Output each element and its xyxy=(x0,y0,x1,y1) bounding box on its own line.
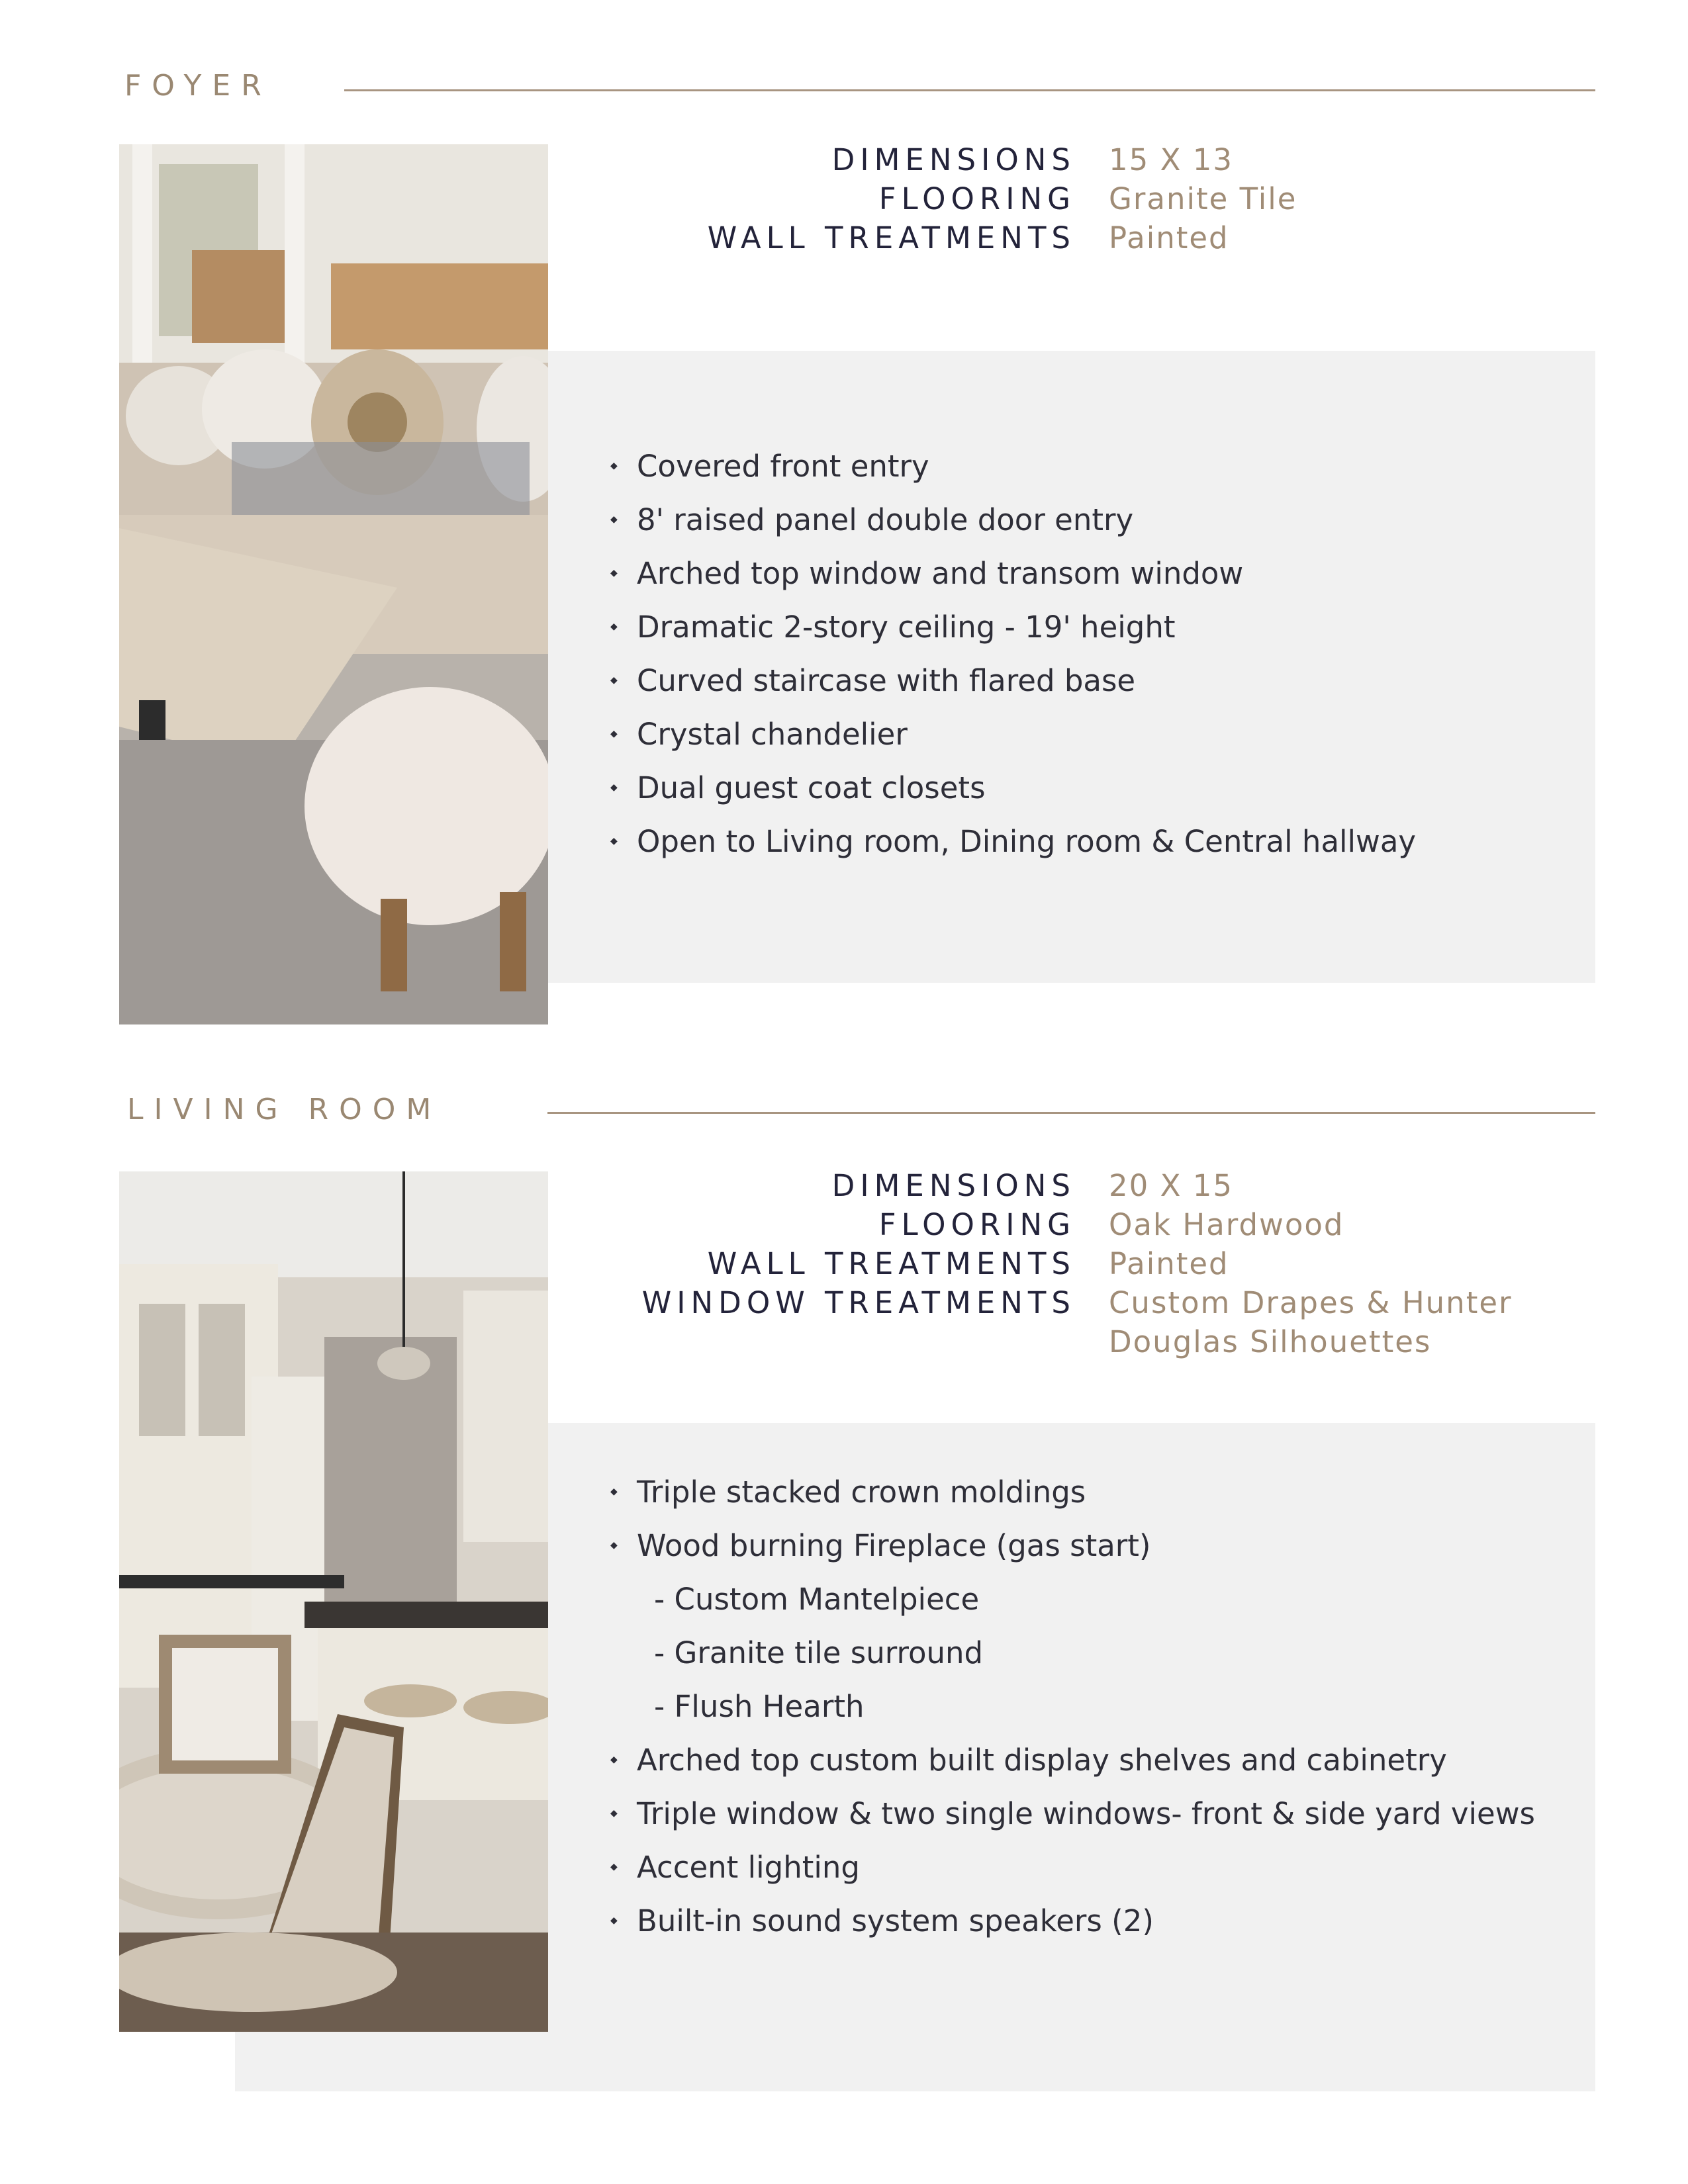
list-item: ◆ Covered front entry xyxy=(610,439,1416,493)
spec-label: WALL TREATMENTS xyxy=(707,220,1076,255)
spec-label: DIMENSIONS xyxy=(831,1168,1076,1203)
living-room-features-list xyxy=(610,1465,1550,1948)
list-item: ◆ Arched top custom built display shelves and cabinetry xyxy=(610,1733,1550,1787)
spec-row xyxy=(641,140,1546,179)
living-room-photo xyxy=(119,1171,548,2032)
list-item: ◆ Curved staircase with flared base xyxy=(610,654,1416,707)
spec-value: 15 X 13 xyxy=(1109,142,1233,177)
list-item: ◆ Arched top window and transom window xyxy=(610,547,1416,600)
spec-label: WALL TREATMENTS xyxy=(707,1246,1076,1281)
list-item: ◆ Open to Living room, Dining room & Central hallway xyxy=(610,815,1416,868)
spec-label: WINDOW TREATMENTS xyxy=(641,1285,1076,1320)
spec-row xyxy=(641,1205,1546,1244)
list-sub-item: - Custom Mantelpiece xyxy=(654,1582,980,1617)
spec-value: Painted xyxy=(1109,220,1229,255)
spec-row xyxy=(641,218,1546,257)
spec-row xyxy=(641,1166,1546,1205)
list-item: ◆ Built-in sound system speakers (2) xyxy=(610,1894,1550,1948)
foyer-section-title: FOYER xyxy=(124,69,272,103)
spec-label: FLOORING xyxy=(878,1207,1076,1242)
spec-value: Oak Hardwood xyxy=(1109,1207,1344,1242)
list-item: ◆ Accent lighting xyxy=(610,1841,1550,1894)
list-sub-item: - Granite tile surround xyxy=(654,1635,984,1670)
list-item: ◆ 8' raised panel double door entry xyxy=(610,493,1416,547)
living-room-divider xyxy=(547,1112,1595,1114)
spec-label: DIMENSIONS xyxy=(831,142,1076,177)
spec-label: FLOORING xyxy=(878,181,1076,216)
list-item: ◆ Dual guest coat closets xyxy=(610,761,1416,815)
spec-row xyxy=(641,1283,1546,1361)
spec-row xyxy=(641,1244,1546,1283)
living-room-section-title: LIVING ROOM xyxy=(127,1093,442,1126)
list-item: ◆ Dramatic 2-story ceiling - 19' height xyxy=(610,600,1416,654)
living-room-specs xyxy=(641,1166,1546,1361)
foyer-features-list xyxy=(610,439,1416,868)
list-item: ◆ Triple window & two single windows- front & side yard views xyxy=(610,1787,1550,1841)
spec-value: Granite Tile xyxy=(1109,181,1297,216)
spec-value: Painted xyxy=(1109,1246,1229,1281)
list-item: ◆ Crystal chandelier xyxy=(610,707,1416,761)
list-item: ◆ Wood burning Fireplace (gas start) xyxy=(610,1519,1550,1572)
spec-value: 20 X 15 xyxy=(1109,1168,1233,1203)
list-sub-item: - Flush Hearth xyxy=(654,1689,865,1724)
foyer-divider xyxy=(344,89,1595,91)
living-room-panel-base xyxy=(235,2032,1595,2091)
list-item: ◆ Triple stacked crown moldings xyxy=(610,1465,1550,1519)
spec-value: Custom Drapes & Hunter Douglas Silhouettes xyxy=(1109,1285,1513,1359)
foyer-photo xyxy=(119,144,548,1024)
spec-row xyxy=(641,179,1546,218)
foyer-specs xyxy=(641,140,1546,257)
